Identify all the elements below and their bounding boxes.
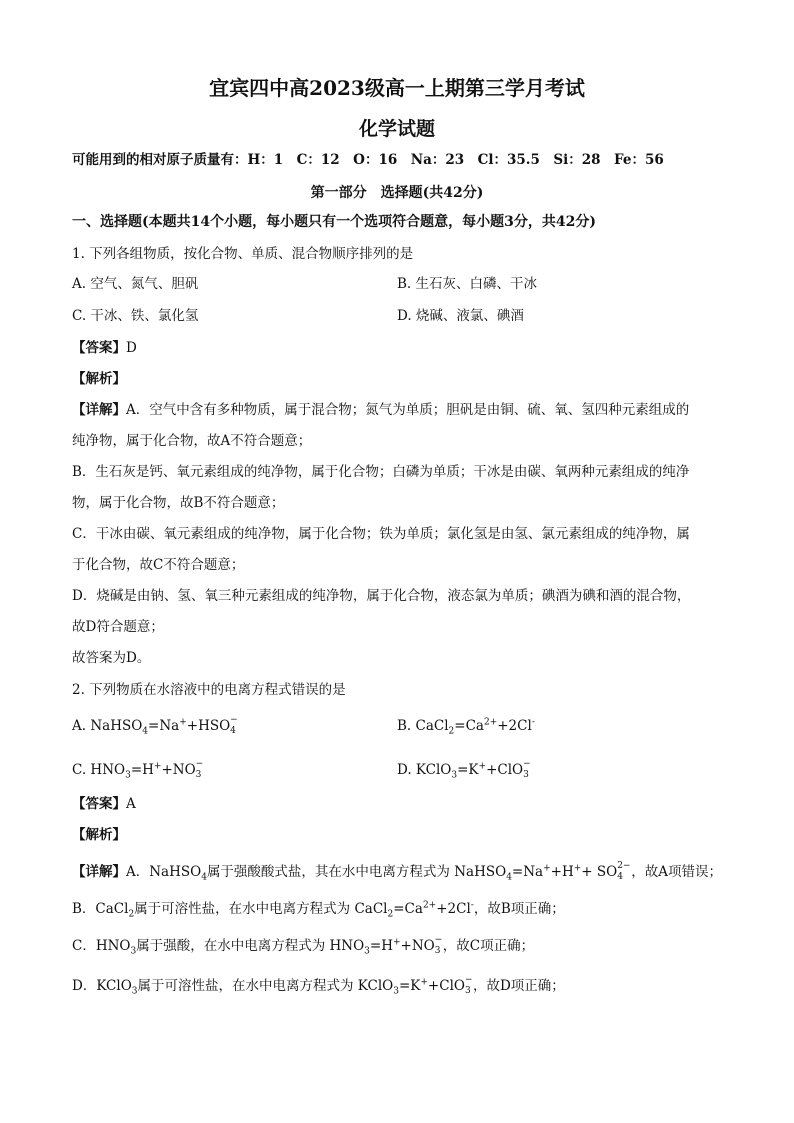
atomic-masses: 可能用到的相对原子质量有：H：1 C：12 O：16 Na：23 Cl：35.5 Si：28 Fe：56 [72,152,664,168]
q1-detail-line [72,400,689,420]
q2-detail-line-a: 【详解】A．NaHSO$_4$属于强酸酸式盐，其在水中电离方程式为 NaHSO$_4$=Na++H++ SO 2− 4 ，故A项错误； [72,861,722,883]
detail-tag: 【详解】 [72,402,126,418]
q2-answer [72,794,136,814]
q1-answer [72,338,137,358]
detail-text: A．空气中含有多种物质，属于混合物；氮气为单质；胆矾是由铜、硫、氧、氢四种元素组成的 [126,402,690,418]
q1-detail-line: D．烧碱是由钠、氢、氧三种元素组成的纯净物，属于化合物，液态氯为单质；碘酒为碘和酒的混合物， [72,588,691,604]
q2-stem: 2. 下列物质在水溶液中的电离方程式错误的是 [72,682,346,698]
q1-stem: 1. 下列各组物质，按化合物、单质、混合物顺序排列的是 [72,246,414,262]
exam-title: 宜宾四中高2023级高一上期第三学月考试 [209,76,585,100]
answer-tag: 【答案】 [72,340,126,356]
q1-option-d: D. 烧碱、液氯、碘酒 [397,308,524,324]
q1-detail-line: 纯净物，属于化合物，故A不符合题意； [72,433,312,449]
q1-analysis-tag: 【解析】 [72,371,126,387]
q1-option-a: A. 空气、氮气、胆矾 [72,276,199,292]
q1-conclusion: 故答案为D。 [72,650,151,666]
q1-option-b: B. 生石灰、白磷、干冰 [397,276,538,292]
section-heading: 一、选择题(本题共14个小题，每小题只有一个选项符合题意，每小题3分，共42分) [72,214,596,230]
part-heading: 第一部分 选择题(共42分) [310,185,484,201]
q2-option-d: D. KClO$_3$=K++ClO − 3 [397,759,531,781]
q2-option-b: B. $CaCl_2=Ca^{2+}+2Cl^-$ [397,717,535,737]
q2-detail-line-b: B．CaCl$_2$属于可溶性盐，在水中电离方程式为 $CaCl_2=Ca^{2+}+2Cl^-$，故B项正确； [72,900,565,920]
q1-detail-line: C．干冰由碳、氧元素组成的纯净物，属于化合物；铁为单质；氯化氢是由氢、氯元素组成的纯净物，属 [72,526,690,542]
q2-analysis-tag: 【解析】 [72,827,126,843]
q2-option-c: C. $HNO_3=H^++NO$ − 3 [72,759,204,781]
q2-detail-line-d: D．KClO$_3$属于可溶性盐，在水中电离方程式为 KClO$_3$=K++ClO − 3 ，故D项正确； [72,975,565,997]
q1-detail-line: B．生石灰是钙、氧元素组成的纯净物，属于化合物；白磷为单质；干冰是由碳、氧两种元素组成的纯净 [72,464,690,480]
q2-detail-line-c: C．$HNO_3$属于强酸，在水中电离方程式为 $HNO_3=H^++NO$ − 3 ，故C项正确； [72,935,535,957]
answer-value: D [126,340,137,356]
exam-subtitle: 化学试题 [358,118,435,140]
detail-tag: 【详解】 [72,864,126,880]
q1-detail-line: 故D符合题意； [72,619,164,635]
q1-detail-line: 于化合物，故C不符合题意； [72,557,245,573]
answer-tag: 【答案】 [72,796,126,812]
q1-detail-line: 物，属于化合物，故B不符合题意； [72,495,285,511]
q2-option-a: A. NaHSO$_4$=Na++HSO − 4 [72,715,238,737]
q1-option-c: C. 干冰、铁、氯化氢 [72,308,199,324]
answer-value: A [126,796,136,812]
